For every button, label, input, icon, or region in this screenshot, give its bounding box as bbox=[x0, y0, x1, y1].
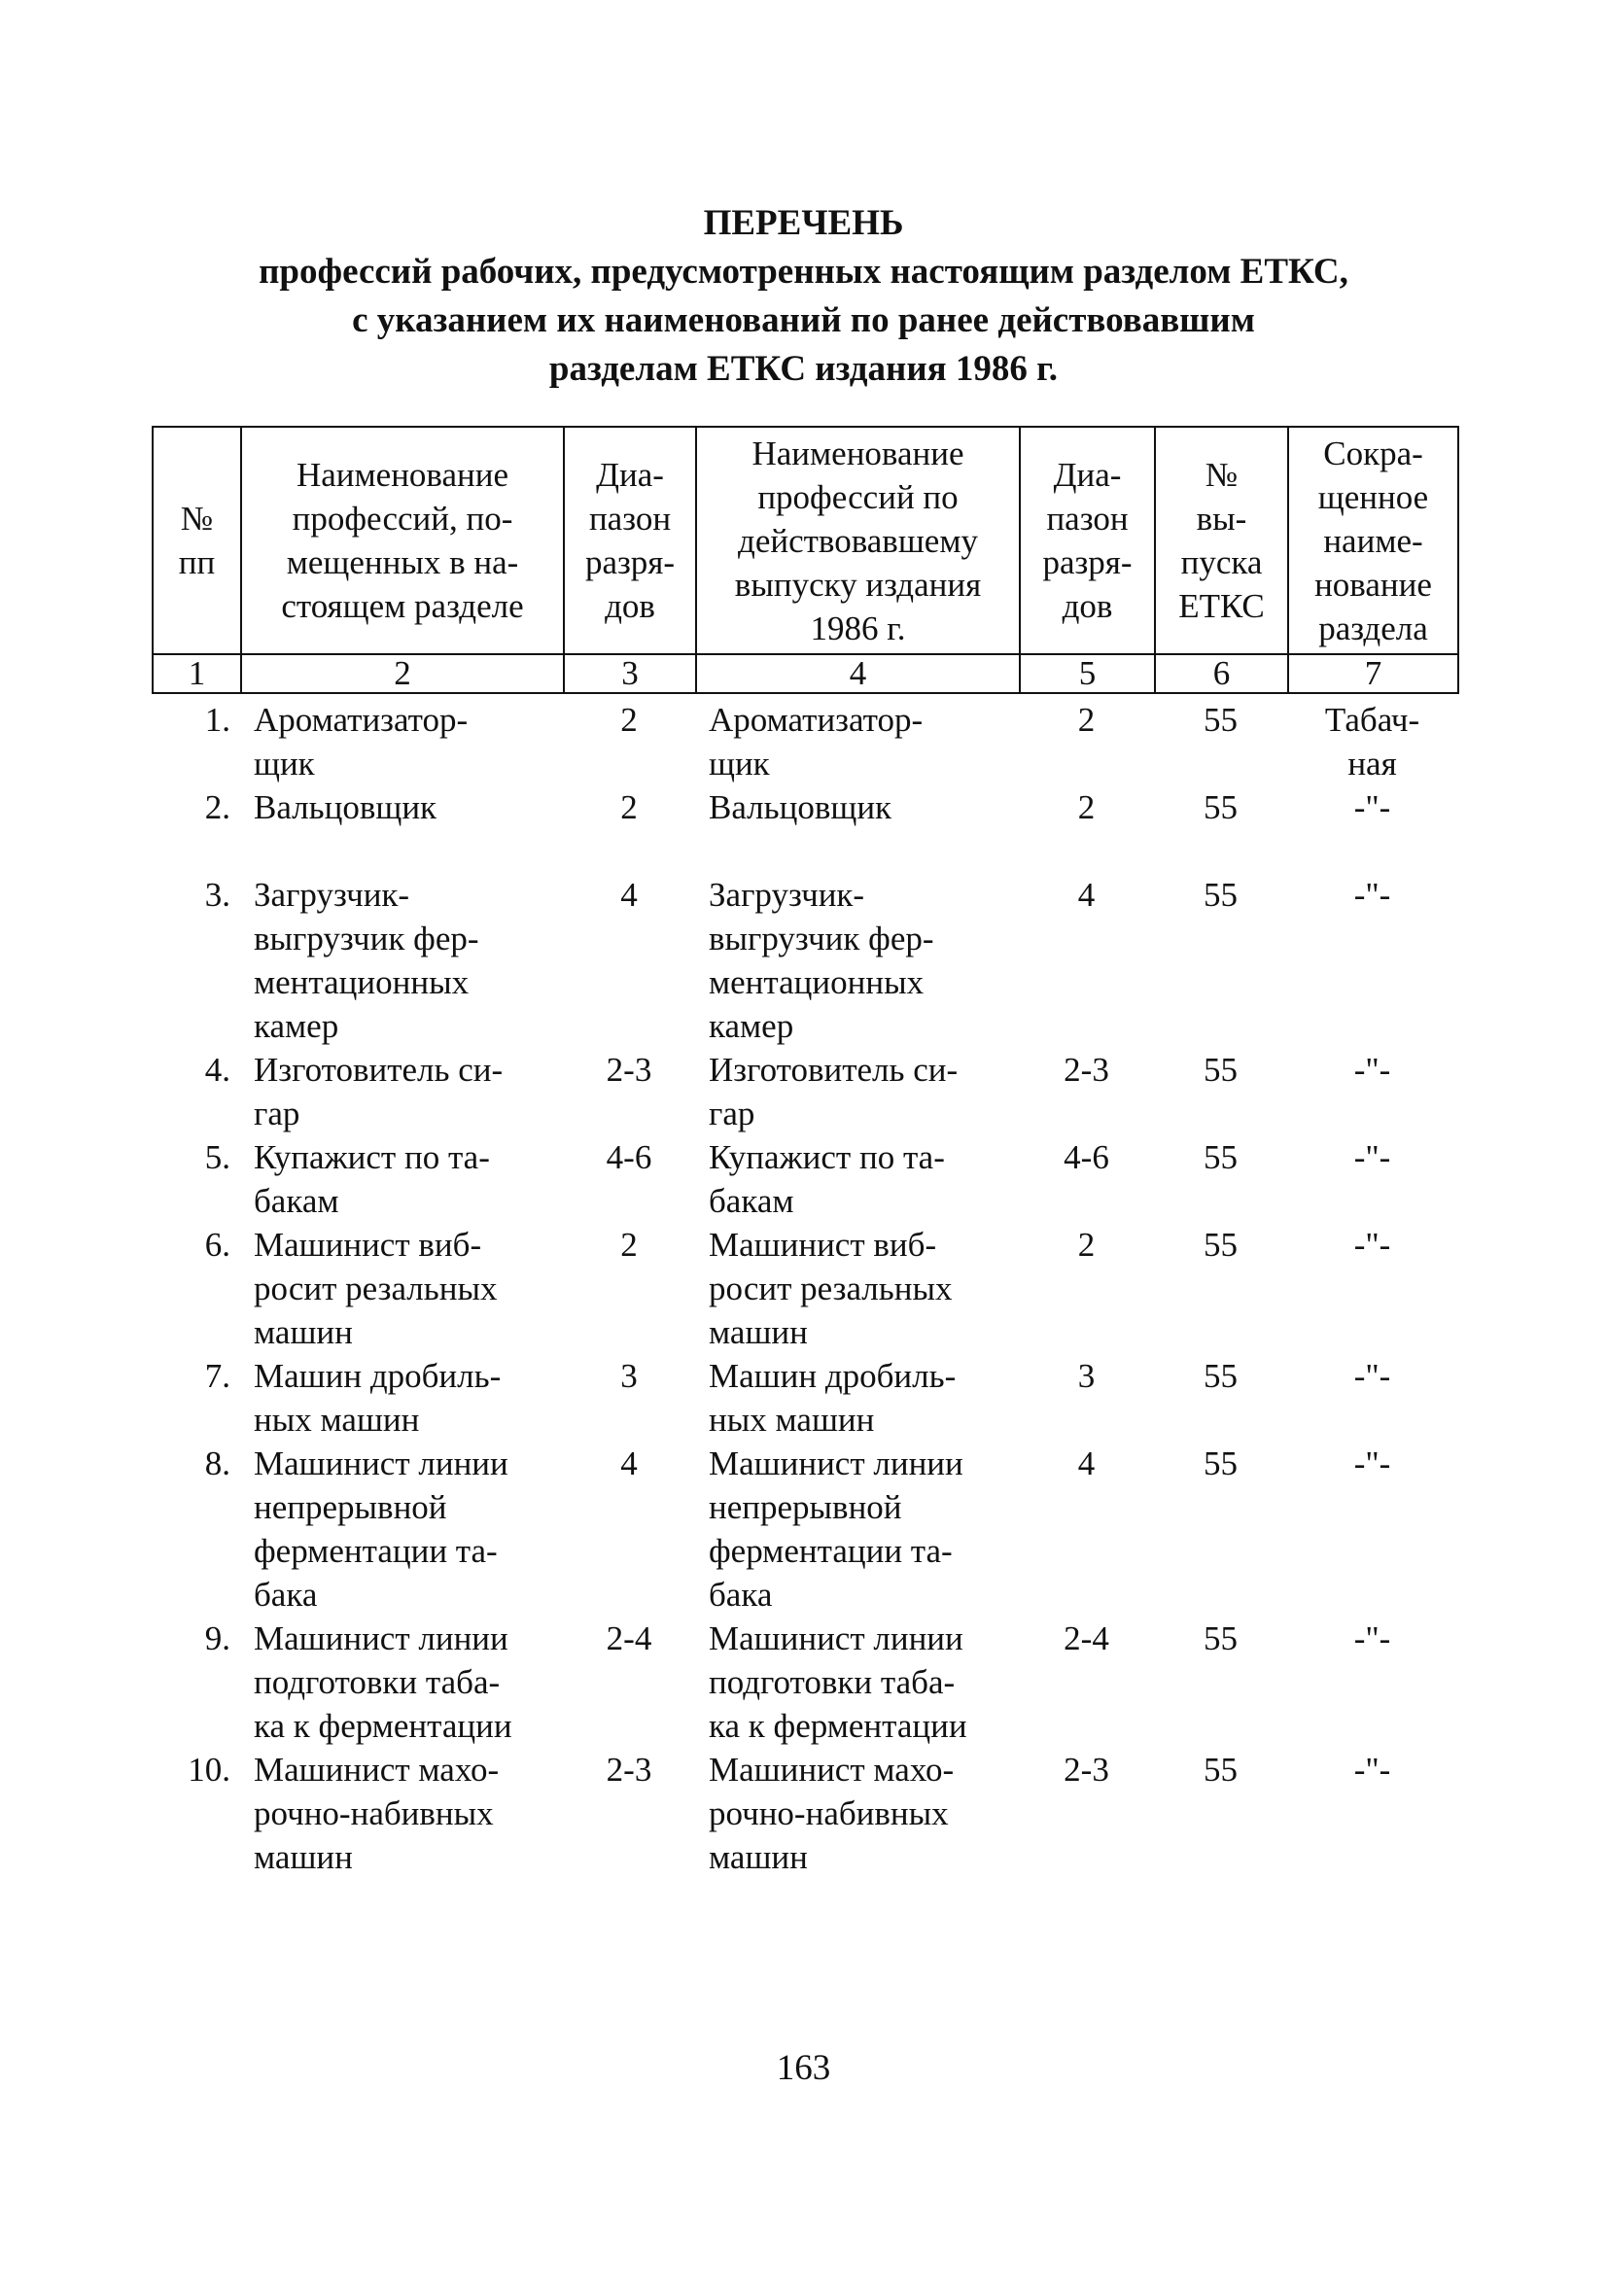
profession-name: Машинист линии подготовки таба- ка к ферментации bbox=[254, 1619, 512, 1745]
section-short-name: -"- bbox=[1353, 1051, 1391, 1089]
table-body bbox=[152, 698, 1457, 1879]
etks-issue-number: 55 bbox=[1204, 1138, 1238, 1176]
section-short-name: -"- bbox=[1353, 1751, 1391, 1789]
column-number: 5 bbox=[1020, 654, 1155, 693]
row-number: 10. bbox=[188, 1751, 230, 1789]
etks-issue-number: 55 bbox=[1204, 1051, 1238, 1089]
profession-name: Машин дробиль- ных машин bbox=[254, 1357, 502, 1439]
old-profession-name: Купажист по та- бакам bbox=[709, 1138, 945, 1220]
grade-range: 2 bbox=[620, 788, 638, 826]
row-number: 3. bbox=[204, 876, 230, 914]
section-short-name: -"- bbox=[1353, 1444, 1391, 1482]
table-row bbox=[152, 1748, 1457, 1879]
etks-issue-number: 55 bbox=[1204, 1357, 1238, 1395]
row-number: 1. bbox=[204, 701, 230, 739]
section-short-name: -"- bbox=[1353, 1138, 1391, 1176]
document-title bbox=[0, 199, 1607, 394]
column-number: 6 bbox=[1155, 654, 1288, 693]
old-profession-name: Ароматизатор- щик bbox=[709, 701, 924, 783]
old-grade-range: 2 bbox=[1077, 701, 1096, 739]
grade-range: 3 bbox=[620, 1357, 638, 1395]
profession-name: Машинист линии непрерывной ферментации та- бака bbox=[254, 1444, 508, 1614]
header-cell-old-name: Наименование профессий по действовавшему выпуску издания 1986 г. bbox=[696, 427, 1020, 654]
header-cell-name: Наименование профессий, по- мещенных в на- стоящем разделе bbox=[241, 427, 564, 654]
section-short-name: -"- bbox=[1353, 876, 1391, 914]
etks-issue-number: 55 bbox=[1204, 1751, 1238, 1789]
row-number: 4. bbox=[204, 1051, 230, 1089]
old-profession-name: Машинист виб- росит резальных машин bbox=[709, 1226, 953, 1351]
header-cell-range: Диа- пазон разря- дов bbox=[564, 427, 696, 654]
row-number: 5. bbox=[204, 1138, 230, 1176]
table-row bbox=[152, 1442, 1457, 1617]
old-profession-name: Загрузчик- выгрузчик фер- ментационных камер bbox=[709, 876, 934, 1045]
old-profession-name: Изготовитель си- гар bbox=[709, 1051, 959, 1132]
old-profession-name: Машин дробиль- ных машин bbox=[709, 1357, 957, 1439]
row-number: 9. bbox=[204, 1619, 230, 1657]
grade-range: 4 bbox=[620, 876, 638, 914]
old-profession-name: Вальцовщик bbox=[709, 788, 892, 826]
grade-range: 2-3 bbox=[606, 1051, 652, 1089]
header-cell-issue: № вы- пуска ЕТКС bbox=[1155, 427, 1288, 654]
profession-name: Загрузчик- выгрузчик фер- ментационных камер bbox=[254, 876, 479, 1045]
table-row bbox=[152, 1617, 1457, 1748]
table-row bbox=[152, 1223, 1457, 1354]
old-grade-range: 4-6 bbox=[1064, 1138, 1109, 1176]
etks-issue-number: 55 bbox=[1204, 876, 1238, 914]
section-short-name: -"- bbox=[1353, 1226, 1391, 1264]
etks-issue-number: 55 bbox=[1204, 1226, 1238, 1264]
grade-range: 2 bbox=[620, 701, 638, 739]
old-grade-range: 2-4 bbox=[1064, 1619, 1109, 1657]
etks-issue-number: 55 bbox=[1204, 788, 1238, 826]
header-cell-section: Сокра- щенное наиме- нование раздела bbox=[1288, 427, 1458, 654]
old-profession-name: Машинист махо- рочно-набивных машин bbox=[709, 1751, 955, 1876]
row-number: 7. bbox=[204, 1357, 230, 1395]
table-row bbox=[152, 1048, 1457, 1135]
title-line-1: ПЕРЕЧЕНЬ bbox=[703, 203, 904, 243]
title-line-4: разделам ЕТКС издания 1986 г. bbox=[548, 349, 1059, 389]
grade-range: 2 bbox=[620, 1226, 638, 1264]
table-row bbox=[152, 873, 1457, 1048]
row-number: 2. bbox=[204, 788, 230, 826]
old-profession-name: Машинист линии подготовки таба- ка к ферментации bbox=[709, 1619, 967, 1745]
etks-issue-number: 55 bbox=[1204, 1444, 1238, 1482]
header-cell-no: № пп bbox=[153, 427, 241, 654]
page-number: 163 bbox=[776, 2048, 831, 2088]
column-number: 7 bbox=[1288, 654, 1458, 693]
old-grade-range: 2-3 bbox=[1064, 1751, 1109, 1789]
table-row bbox=[152, 1354, 1457, 1442]
header-cell-old-range: Диа- пазон разря- дов bbox=[1020, 427, 1155, 654]
old-profession-name: Машинист линии непрерывной ферментации та- бака bbox=[709, 1444, 963, 1614]
profession-name: Ароматизатор- щик bbox=[254, 701, 469, 783]
table-header bbox=[152, 426, 1459, 694]
profession-name: Вальцовщик bbox=[254, 788, 437, 826]
section-short-name: -"- bbox=[1353, 1619, 1391, 1657]
etks-issue-number: 55 bbox=[1204, 1619, 1238, 1657]
old-grade-range: 2 bbox=[1077, 1226, 1096, 1264]
section-short-name: -"- bbox=[1353, 1357, 1391, 1395]
column-number-row bbox=[153, 654, 1458, 693]
title-line-3: с указанием их наименований по ранее действовавшим bbox=[352, 300, 1255, 340]
old-grade-range: 3 bbox=[1077, 1357, 1096, 1395]
column-number: 4 bbox=[696, 654, 1020, 693]
table-row bbox=[152, 698, 1457, 785]
column-number: 1 bbox=[153, 654, 241, 693]
header-row bbox=[153, 427, 1458, 654]
old-grade-range: 2-3 bbox=[1064, 1051, 1109, 1089]
profession-name: Купажист по та- бакам bbox=[254, 1138, 490, 1220]
table-row bbox=[152, 785, 1457, 873]
table-row bbox=[152, 1135, 1457, 1223]
grade-range: 2-4 bbox=[606, 1619, 652, 1657]
title-line-2: профессий рабочих, предусмотренных настоящим разделом ЕТКС, bbox=[259, 252, 1348, 292]
section-short-name: -"- bbox=[1353, 788, 1391, 826]
old-grade-range: 2 bbox=[1077, 788, 1096, 826]
old-grade-range: 4 bbox=[1077, 876, 1096, 914]
grade-range: 2-3 bbox=[606, 1751, 652, 1789]
section-short-name: Табач- ная bbox=[1324, 701, 1420, 783]
grade-range: 4 bbox=[620, 1444, 638, 1482]
profession-name: Машинист махо- рочно-набивных машин bbox=[254, 1751, 500, 1876]
row-number: 8. bbox=[204, 1444, 230, 1482]
profession-name: Изготовитель си- гар bbox=[254, 1051, 504, 1132]
column-number: 2 bbox=[241, 654, 564, 693]
profession-name: Машинист виб- росит резальных машин bbox=[254, 1226, 498, 1351]
old-grade-range: 4 bbox=[1077, 1444, 1096, 1482]
column-number: 3 bbox=[564, 654, 696, 693]
row-number: 6. bbox=[204, 1226, 230, 1264]
grade-range: 4-6 bbox=[606, 1138, 652, 1176]
etks-issue-number: 55 bbox=[1204, 701, 1238, 739]
